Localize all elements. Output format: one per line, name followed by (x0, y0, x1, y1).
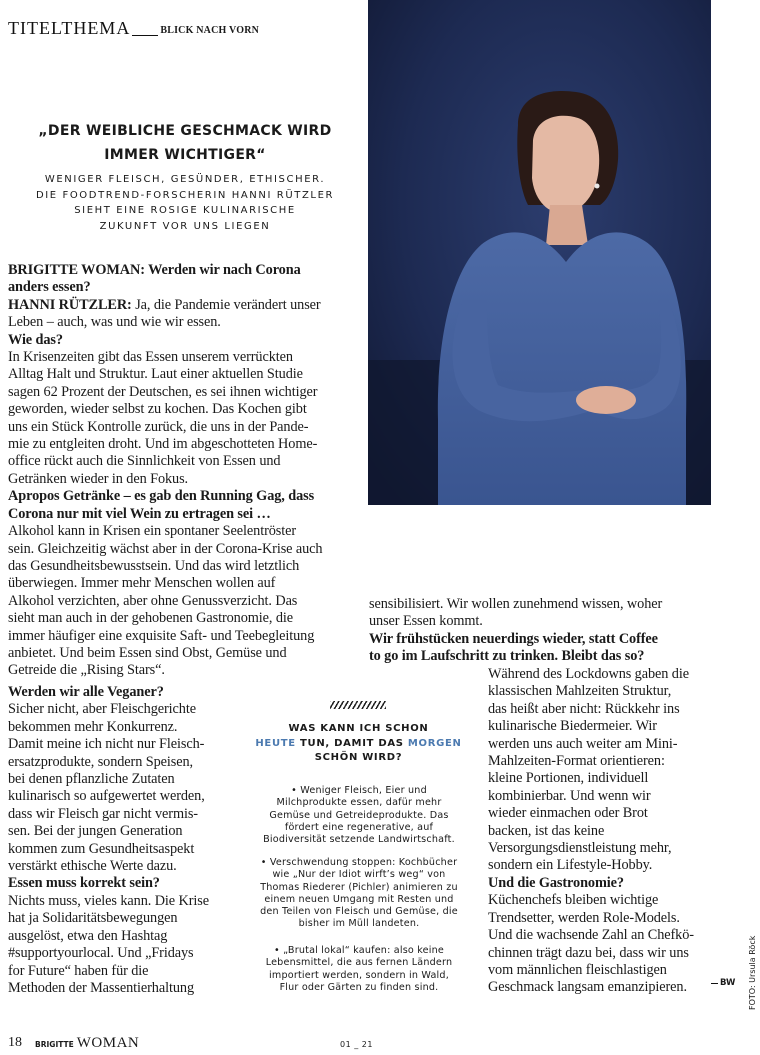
text-line (8, 980, 232, 997)
body-text: Alkohol verzichten, aber ohne Genussverzicht. Das (8, 592, 298, 609)
text-line (488, 979, 716, 996)
text-line (488, 823, 716, 840)
text-line (8, 858, 232, 875)
text-line (8, 684, 232, 701)
body-text: das Gesundheitsbewusstsein. Und das wird letztlich (8, 557, 300, 574)
body-text: uns ein Stück Kontrolle zurück, die uns in der Pande- (8, 418, 309, 435)
question-text: BRIGITTE WOMAN: Werden wir nach Corona (8, 262, 301, 278)
body-text: ausgelöst, etwa den Hashtag (8, 927, 168, 944)
portrait-illustration (368, 0, 711, 505)
body-text: das heißt aber nicht: Rückkehr ins (488, 700, 680, 717)
text-line (488, 683, 716, 700)
infobox-line: wie „Nur der Idiot wirft’s weg“ von (272, 869, 446, 881)
article-column-2 (488, 666, 716, 997)
section-subtitle: BLICK NACH VORN (160, 25, 260, 36)
infobox-line: Lebensmittel, die aus fernen Ländern (265, 957, 453, 969)
question-text: Werden wir alle Veganer? (8, 684, 164, 700)
text-line (8, 736, 232, 753)
page-number: 18 (8, 1035, 22, 1050)
body-text: ersatzprodukte, sondern Speisen, (8, 753, 193, 770)
infobox-line: einem neuen Umgang mit Resten und (264, 893, 454, 905)
text-line (488, 805, 716, 822)
body-text: Ja, die Pandemie verändert unser (131, 296, 321, 313)
infobox-line: den Teilen von Fleisch und Gemüse, die (260, 906, 458, 918)
body-text: Geschmack langsam emanzipieren. (488, 979, 687, 996)
highlight-today: HEUTE (255, 737, 296, 749)
body-text: sen. Bei der jungen Generation (8, 823, 183, 840)
body-text: kulinarische Biedermeier. Wir (488, 718, 657, 735)
body-text: dass wir Fleisch gar nicht vermis- (8, 805, 198, 822)
text-line (8, 788, 232, 805)
body-text: kommen zum Gesundheitsaspekt (8, 840, 195, 857)
body-text: sensibilisiert. Wir wollen zunehmend wissen, woher (369, 596, 663, 612)
body-text: sieht man auch in der gehobenen Gastronomie, die (8, 610, 294, 627)
magazine-brand (35, 1035, 139, 1052)
question-text: Corona nur mit viel Wein zu ertragen sei … (8, 505, 271, 522)
intro-text (20, 172, 350, 234)
body-text: Mahlzeiten-Format orientieren: (488, 753, 665, 770)
headline (20, 119, 350, 167)
portrait-photo (368, 0, 711, 505)
headline-line: „DER WEIBLICHE GESCHMACK WIRD (38, 123, 332, 139)
body-text: klassischen Mahlzeiten Struktur, (488, 683, 672, 700)
body-text: hat ja Solidaritätsbewegungen (8, 910, 178, 927)
body-text: Methoden der Massentierhaltung (8, 979, 194, 996)
article-column-2-upper (369, 596, 710, 666)
signature-rule (711, 983, 718, 984)
text-line (488, 910, 716, 927)
body-text: anbietet. Und beim Essen sind Obst, Gemüse und (8, 644, 287, 661)
body-text: kleine Portionen, individuell (488, 770, 649, 787)
infobox-item-2 (244, 857, 474, 931)
body-text: überwiegen. Immer mehr Menschen wollen auf (8, 575, 276, 592)
intro-line: SIEHT EINE ROSIGE KULINARISCHE (74, 205, 296, 216)
text-line (369, 648, 710, 665)
question-text: HANNI RÜTZLER: (8, 296, 132, 313)
infobox-line: • Verschwendung stoppen: Kochbücher (260, 857, 458, 868)
text-line (8, 593, 353, 610)
text-line (8, 963, 232, 980)
infobox-title-mid: TUN, DAMIT DAS (295, 737, 408, 749)
text-line (369, 631, 710, 648)
infobox-line: • „Brutal lokal“ kaufen: also keine (274, 945, 444, 956)
body-text: backen, ist das keine (488, 822, 605, 839)
article-column-1-lower (8, 684, 232, 997)
text-line (8, 823, 232, 840)
question-text: Und die Gastronomie? (488, 874, 624, 891)
body-text: sein. Gleichzeitig wächst aber in der Corona-Krise auch (8, 540, 323, 557)
text-line (8, 875, 232, 892)
text-line (8, 754, 232, 771)
article-column-1 (8, 262, 353, 680)
text-line (8, 419, 353, 436)
text-line (8, 910, 232, 927)
text-line (8, 488, 353, 505)
text-line (8, 366, 353, 383)
box-decoration (330, 701, 386, 709)
section-title: TITELTHEMA (8, 18, 131, 38)
headline-line: IMMER WICHTIGER“ (104, 147, 266, 163)
body-text: kombinierbar. Und wenn wir (488, 787, 651, 804)
infobox-line: Gemüse und Getreideprodukte. Das (269, 809, 449, 821)
body-text: sondern ein Lifestyle-Hobby. (488, 857, 653, 874)
text-line (488, 770, 716, 787)
text-line (8, 453, 353, 470)
body-text: chinnen trägt dazu bei, dass wir uns (488, 944, 689, 961)
text-line (488, 892, 716, 909)
question-text: anders essen? (8, 279, 91, 296)
intro-line: DIE FOODTREND-FORSCHERIN HANNI RÜTZLER (35, 189, 335, 201)
text-line (488, 945, 716, 962)
text-line (8, 575, 353, 592)
text-line (8, 945, 232, 962)
body-text: immer häufiger eine exquisite Saft- und Teebegleitung (8, 627, 315, 644)
text-line (8, 610, 353, 627)
body-text: bei denen pflanzliche Zutaten (8, 771, 175, 788)
text-line (488, 875, 716, 892)
section-header (8, 18, 259, 39)
text-line (488, 701, 716, 718)
header-divider (132, 35, 158, 36)
infobox-title (246, 722, 471, 766)
body-text: office rückt auch die Sinnlichkeit von Essen und (8, 453, 281, 470)
brand-small: BRIGITTE (35, 1040, 74, 1049)
infobox-title-line (246, 737, 471, 752)
brand-big: WOMAN (76, 1035, 140, 1051)
text-line (8, 662, 353, 679)
question-text: to go im Laufschritt zu trinken. Bleibt das so? (369, 648, 645, 665)
text-line (8, 384, 353, 401)
body-text: In Krisenzeiten gibt das Essen unserem verrückten (8, 349, 293, 366)
text-line (488, 840, 716, 857)
infobox-line: Milchprodukte essen, dafür mehr (276, 797, 442, 809)
text-line (488, 736, 716, 753)
text-line (8, 541, 353, 558)
body-text: #supportyourlocal. Und „Fridays (8, 945, 194, 962)
body-text: verstärkt ethische Werte dazu. (8, 858, 177, 875)
text-line (8, 719, 232, 736)
text-line (8, 701, 232, 718)
question-text: Essen muss korrekt sein? (8, 875, 160, 892)
highlight-tomorrow: MORGEN (407, 737, 462, 749)
text-line (8, 558, 353, 575)
body-text: Und die wachsende Zahl an Chefkö- (488, 927, 694, 944)
body-text: Alltag Halt und Struktur. Laut einer aktuellen Studie (8, 366, 303, 383)
body-text: unser Essen kommt. (369, 613, 483, 630)
infobox-title-line: WAS KANN ICH SCHON (288, 723, 429, 734)
body-text: geworden, wieder selbst zu kochen. Das Kochen gibt (8, 401, 307, 418)
body-text: Küchenchefs bleiben wichtige (488, 892, 659, 909)
text-line (488, 857, 716, 874)
body-text: Versorgungsdienstleistung mehr, (488, 840, 672, 857)
body-text: vom männlichen fleischlastigen (488, 961, 667, 978)
text-line (369, 596, 710, 613)
infobox-line: bisher im Müll landeten. (298, 918, 420, 930)
text-line (8, 262, 353, 279)
infobox-line: importiert werden, sondern in Wald, (269, 969, 449, 981)
question-text: Wir frühstücken neuerdings wieder, statt Coffee (369, 630, 658, 647)
body-text: Während des Lockdowns gaben die (488, 666, 689, 682)
body-text: mie zu entgleiten droht. Und im abgeschotteten Home- (8, 436, 318, 453)
text-line (8, 841, 232, 858)
text-line (8, 349, 353, 366)
text-line (8, 806, 232, 823)
text-line (8, 893, 232, 910)
question-text: Wie das? (8, 331, 63, 348)
infobox-line: • Weniger Fleisch, Eier und (291, 785, 427, 796)
signature-text: BW (720, 978, 736, 988)
infobox-item-3 (244, 945, 474, 994)
body-text: Alkohol kann in Krisen ein spontaner Seelentröster (8, 523, 297, 540)
body-text: Damit meine ich nicht nur Fleisch- (8, 736, 205, 753)
text-line (8, 523, 353, 540)
body-text: kulinarisch so aufgewertet werden, (8, 788, 205, 805)
text-line (488, 718, 716, 735)
text-line (8, 314, 353, 331)
text-line (369, 613, 710, 630)
body-text: Sicher nicht, aber Fleischgerichte (8, 701, 196, 718)
infobox-line: Biodiversität setzende Landwirtschaft. (263, 834, 455, 846)
infobox-line: fördert eine regenerative, auf (284, 821, 434, 833)
author-signature (711, 978, 735, 988)
text-line (8, 279, 353, 296)
body-text: sagen 62 Prozent der Deutschen, es sei ihnen wichtiger (8, 383, 318, 400)
body-text: wieder einmachen oder Brot (488, 805, 648, 822)
text-line (8, 645, 353, 662)
text-line (488, 788, 716, 805)
issue-number: 01 _ 21 (340, 1040, 373, 1049)
body-text: Leben – auch, was und wie wir essen. (8, 314, 221, 331)
text-line (8, 436, 353, 453)
photo-credit: FOTO: Ursula Röck (748, 935, 757, 1010)
body-text: werden uns auch weiter am Mini- (488, 735, 678, 752)
text-line (8, 771, 232, 788)
intro-line: ZUKUNFT VOR UNS LIEGEN (99, 220, 271, 232)
body-text: for Future“ haben für die (8, 962, 149, 979)
text-line (488, 753, 716, 770)
intro-line: WENIGER FLEISCH, GESÜNDER, ETHISCHER. (44, 174, 326, 185)
text-line (8, 332, 353, 349)
infobox-item-1 (244, 785, 474, 846)
text-line (8, 471, 353, 488)
body-text: Nichts muss, vieles kann. Die Krise (8, 892, 209, 909)
question-text: Apropos Getränke – es gab den Running Gag, dass (8, 488, 315, 505)
text-line (8, 628, 353, 645)
infobox-line: Flur oder Gärten zu finden sind. (279, 981, 439, 993)
text-line (488, 666, 716, 683)
body-text: bekommen mehr Konkurrenz. (8, 718, 178, 735)
text-line (8, 401, 353, 418)
text-line (8, 928, 232, 945)
body-text: Trendsetter, werden Role-Models. (488, 909, 680, 926)
text-line (8, 297, 353, 314)
text-line (488, 927, 716, 944)
infobox-title-line: SCHÖN WIRD? (314, 752, 403, 763)
infobox-line: Thomas Riederer (Pichler) animieren zu (260, 881, 458, 893)
body-text: Getränken wieder in den Fokus. (8, 470, 189, 487)
text-line (8, 506, 353, 523)
text-line (488, 962, 716, 979)
body-text: Getreide die „Rising Stars“. (8, 662, 165, 679)
